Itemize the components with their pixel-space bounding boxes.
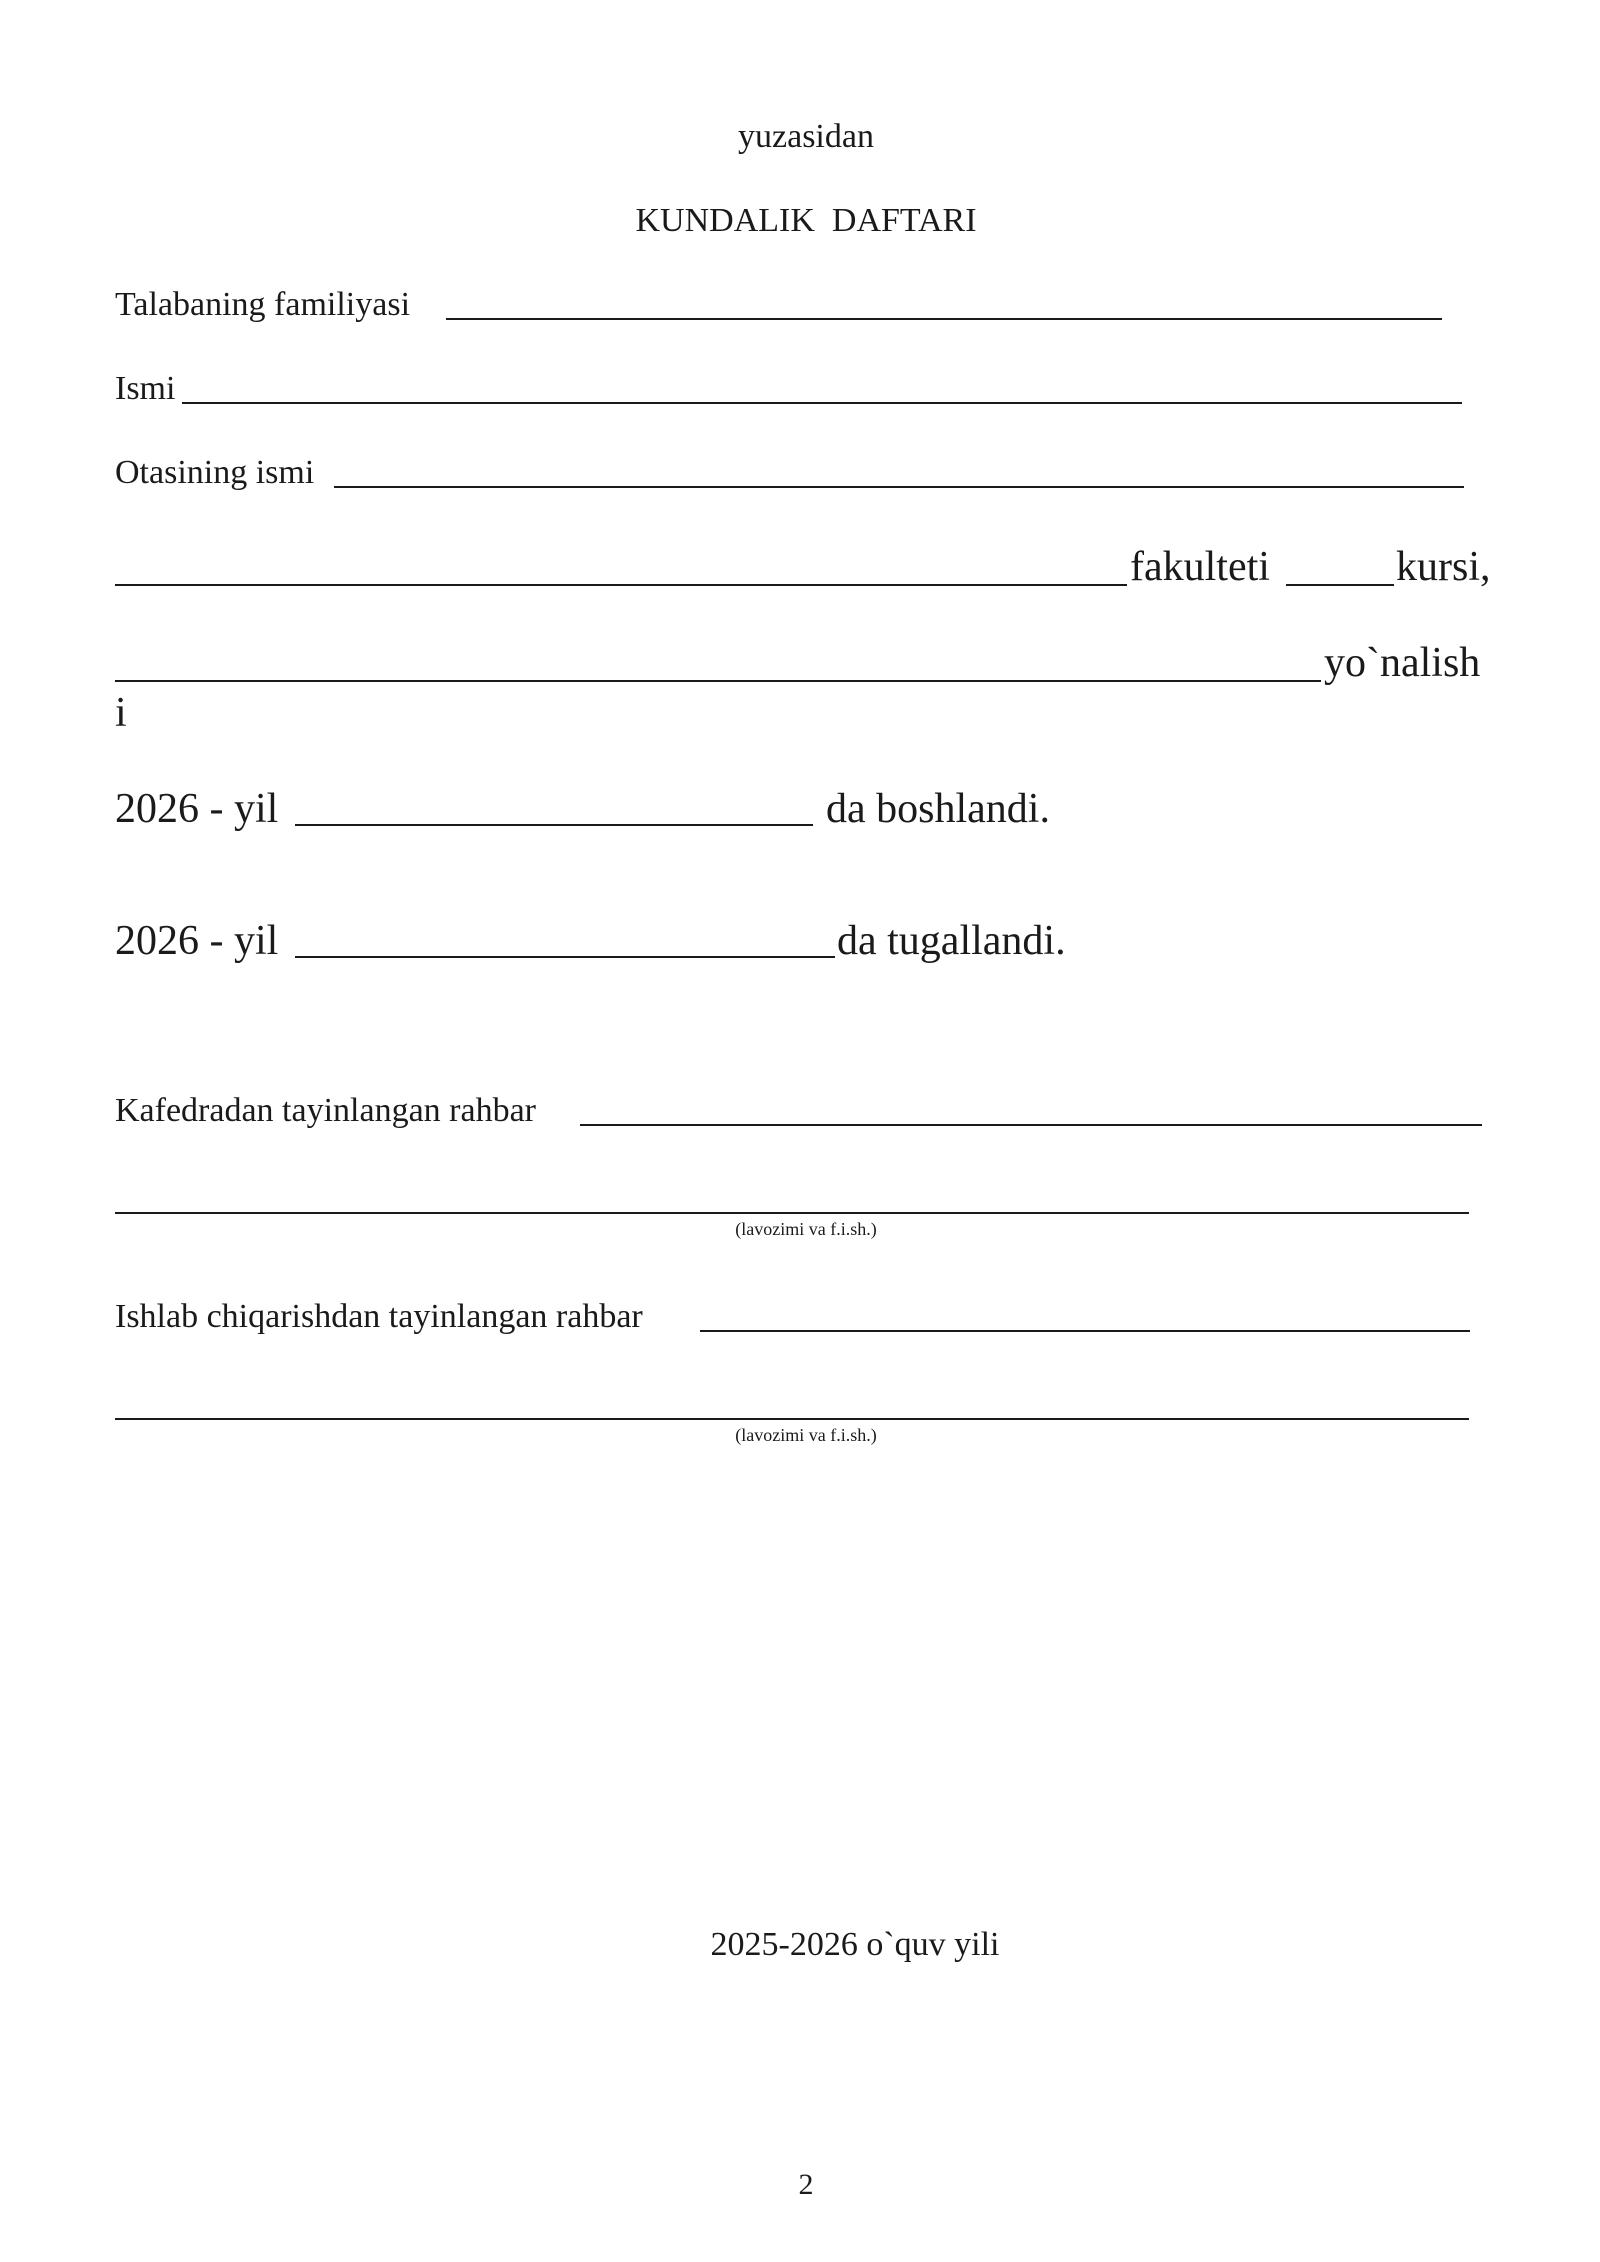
page-title: KUNDALIK DAFTARI [635, 202, 977, 239]
end-year-label: 2026 - yil [115, 918, 279, 964]
production-supervisor-label: Ishlab chiqarishdan tayinlangan rahbar [115, 1298, 643, 1335]
department-supervisor-details-field[interactable] [115, 1212, 1469, 1214]
production-supervisor-field[interactable] [700, 1330, 1470, 1332]
production-supervisor-caption: (lavozimi va f.i.sh.) [735, 1425, 877, 1445]
course-field[interactable] [1286, 584, 1394, 586]
faculty-label: fakulteti [1130, 544, 1270, 590]
page-number: 2 [798, 2168, 814, 2201]
name-label: Ismi [115, 370, 176, 407]
direction-label-tail: i [115, 690, 127, 736]
start-suffix-label: da boshlandi. [826, 786, 1050, 832]
subtitle: yuzasidan [738, 118, 874, 155]
department-supervisor-label: Kafedradan tayinlangan rahbar [115, 1092, 536, 1129]
department-supervisor-caption: (lavozimi va f.i.sh.) [735, 1219, 877, 1239]
course-label: kursi, [1396, 544, 1491, 590]
direction-field[interactable] [115, 680, 1321, 682]
surname-label: Talabaning familiyasi [115, 286, 411, 323]
name-field[interactable] [182, 402, 1462, 404]
start-year-label: 2026 - yil [115, 786, 279, 832]
end-date-field[interactable] [295, 956, 835, 958]
direction-label: yo`nalish [1324, 640, 1481, 686]
start-date-field[interactable] [295, 824, 813, 826]
academic-year: 2025-2026 o`quv yili [710, 1926, 1000, 1963]
surname-field[interactable] [446, 318, 1442, 320]
patronymic-label: Otasining ismi [115, 454, 315, 491]
department-supervisor-field[interactable] [580, 1124, 1482, 1126]
end-suffix-label: da tugallandi. [837, 918, 1066, 964]
faculty-field[interactable] [115, 584, 1127, 586]
patronymic-field[interactable] [334, 486, 1464, 488]
production-supervisor-details-field[interactable] [115, 1418, 1469, 1420]
